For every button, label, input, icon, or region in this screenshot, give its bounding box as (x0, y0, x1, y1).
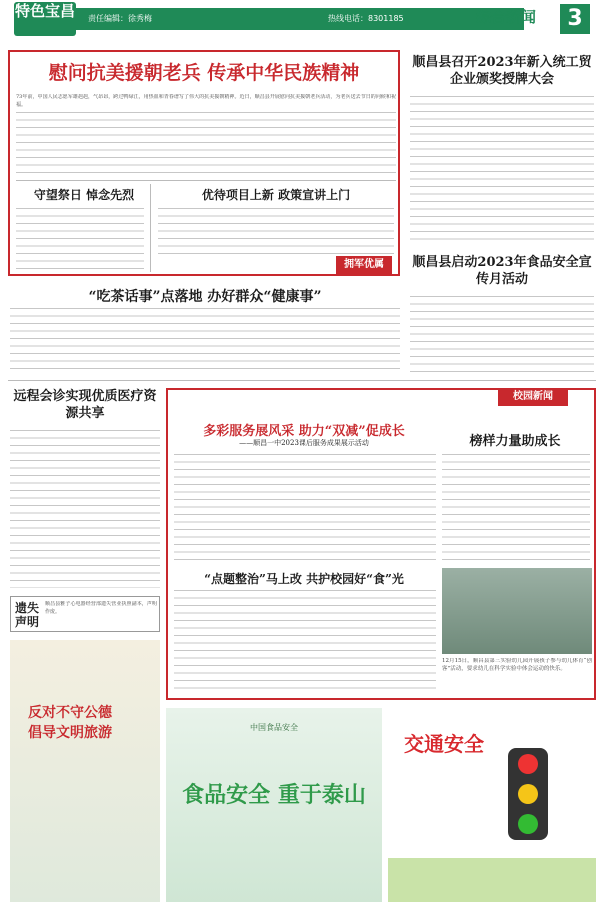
slogan-traffic (388, 708, 596, 902)
campus-t3: “点题整治”马上改 共护校园好“食”光 (204, 572, 404, 586)
campus-t1: 多彩服务展风采 助力“双减”促成长 (203, 424, 405, 439)
r2-text (410, 294, 594, 376)
section-title: 综合新闻 (476, 8, 537, 26)
masthead (0, 0, 600, 38)
slogan3-title: 交通安全 (404, 732, 484, 756)
divider (150, 184, 151, 272)
r1-title: 顺昌县召开2023年新入统工贸企业颁奖授牌大会 (412, 55, 592, 87)
campus-t1-sub: ——顺昌一中2023课后服务成果展示活动 (239, 439, 369, 447)
campus-t1-text (174, 452, 436, 564)
r1-text (410, 94, 594, 244)
campus-news (166, 388, 596, 700)
lost-notice (10, 596, 160, 632)
campus-t3-text (174, 588, 436, 694)
notice-body: 顺昌县雅子心电器经营部遗失营业执照副本，声明作废。 (45, 601, 157, 615)
grass-decoration (388, 858, 596, 902)
lead-title: 慰问抗美援朝老兵 传承中华民族精神 (48, 62, 360, 84)
tea-title: “吃茶话事”点落地 办好群众“健康事” (88, 289, 322, 305)
slogan2-title: 食品安全 重于泰山 (182, 782, 366, 808)
campus-photo (442, 568, 592, 654)
campus-t2-text (442, 452, 590, 562)
slogan1-title: 反对不守公德 (28, 705, 112, 721)
s1-text (16, 206, 144, 270)
divider (16, 180, 396, 181)
slogan2-org: 中国食品安全 (250, 723, 298, 732)
hotline: 热线电话：8301185 (328, 14, 404, 23)
section-badge: 拥军优属 (336, 256, 392, 274)
slogan-food-safety (166, 708, 382, 902)
notice-title: 遗失声明 (15, 601, 40, 629)
lead-article (8, 50, 400, 276)
editor: 责任编辑：徐秀梅 (88, 14, 152, 23)
paper-logo: 特色宝昌 (14, 2, 76, 36)
s1-title: 守望祭日 悼念先烈 (33, 188, 135, 202)
traffic-light-icon (508, 748, 548, 840)
r2-title: 顺昌县启动2023年食品安全宣传月活动 (412, 255, 592, 287)
campus-t2: 榜样力量助成长 (469, 434, 561, 449)
lead-text-lines (16, 110, 396, 174)
s2-text (158, 206, 394, 254)
clinic-title: 远程会诊实现优质医疗资源共享 (13, 389, 157, 421)
tea-text (10, 306, 400, 372)
slogan-civilized (10, 640, 160, 902)
campus-tag: 校园新闻 (498, 388, 568, 406)
page-number: 3 (560, 4, 590, 34)
slogan1-sub: 倡导文明旅游 (28, 725, 112, 741)
s2-title: 优待项目上新 政策宣讲上门 (201, 188, 351, 202)
header-bar (76, 8, 524, 30)
clinic-text (10, 428, 160, 588)
divider (8, 380, 596, 381)
campus-caption: 12月15日，顺昌县第三实验幼儿园开展孩子参与幼儿体育“创客”活动，要求幼儿在科学实验中体会运动的快乐。 (442, 658, 592, 672)
lead-body: 73年前，中国人民志愿军雄赳赳，气昂昂，跨过鸭绿江，用热血和青春谱写了伟大的抗美援朝精神。近日，顺昌县开展慰问抗美援朝老兵活动，为老兵送去节日的问候和祝福。 (16, 94, 396, 108)
